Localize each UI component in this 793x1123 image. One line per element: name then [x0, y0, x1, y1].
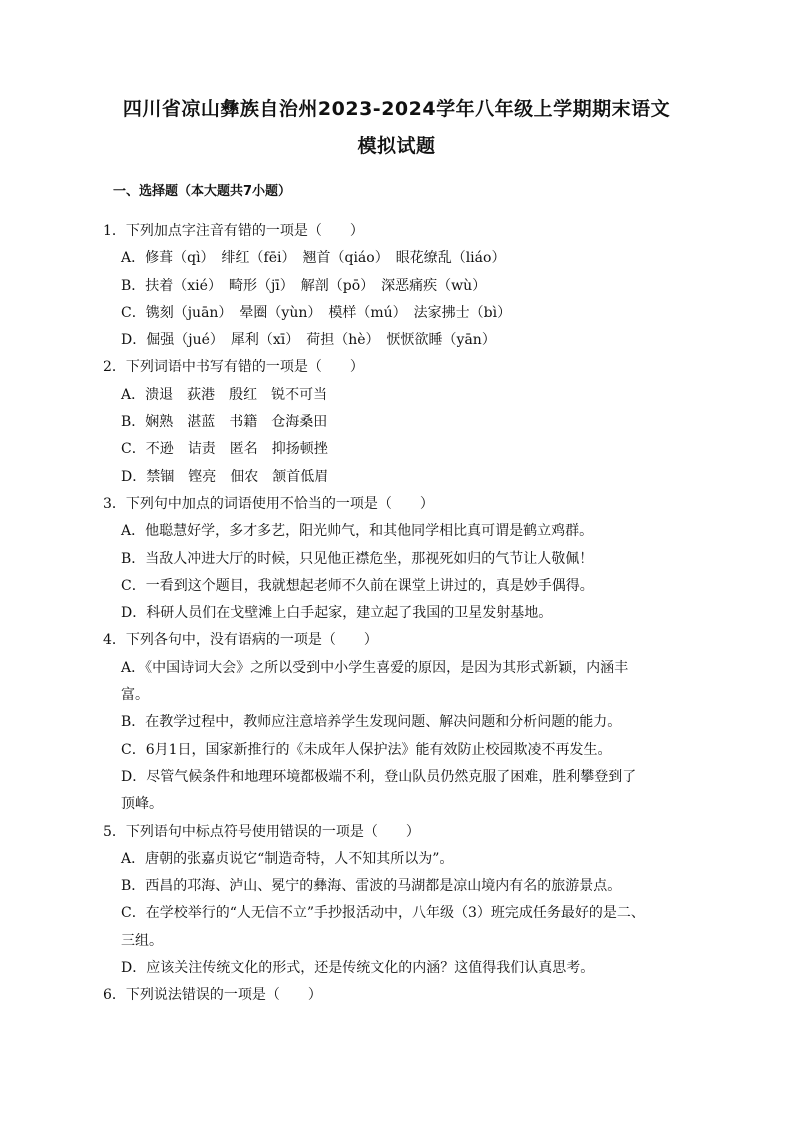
answer-option: A．溃退 荻港 殷红 锐不可当: [121, 386, 328, 403]
answer-option: B．扶着（xié） 畸形（jī） 解剖（pō） 深恶痛疾（wù）: [121, 277, 487, 294]
question-stem: 5．下列语句中标点符号使用错误的一项是（ ）: [103, 823, 420, 840]
answer-option: C．一看到这个题目，我就想起老师不久前在课堂上讲过的，真是妙手偶得。: [121, 577, 594, 594]
answer-option: D．倔强（jué） 犀利（xī） 荷担（hè） 恹恹欲睡（yān）: [121, 332, 496, 349]
answer-option: D．禁锢 铿亮 佃农 颔首低眉: [121, 468, 329, 485]
answer-option: A．唐朝的张嘉贞说它“制造奇特，人不知其所以为”。: [121, 850, 454, 867]
answer-option: B．娴熟 湛蓝 书籍 仓海桑田: [121, 414, 328, 431]
option-continuation: 富。: [121, 687, 149, 704]
option-continuation: 顶峰。: [121, 796, 163, 813]
question-stem: 6．下列说法错误的一项是（ ）: [103, 987, 322, 1004]
answer-option: B．当敌人冲进大厅的时候，只见他正襟危坐，那视死如归的气节让人敬佩！: [121, 550, 594, 567]
answer-option: C．在学校举行的“人无信不立”手抄报活动中，八年级（3）班完成任务最好的是二、: [121, 905, 645, 922]
answer-option: C．不逊 诘责 匿名 抑扬顿挫: [121, 441, 328, 458]
section-heading: 一、选择题（本大题共7小题）: [113, 184, 292, 199]
answer-option: B．西昌的邛海、泸山、冕宁的彝海、雷波的马湖都是凉山境内有名的旅游景点。: [121, 878, 622, 895]
answer-option: A．《中国诗词大会》之所以受到中小学生喜爱的原因，是因为其形式新颖，内涵丰: [121, 659, 629, 676]
question-stem: 4．下列各句中，没有语病的一项是（ ）: [103, 632, 378, 649]
answer-option: C．镌刻（juān） 晕圈（yùn） 模样（mú） 法家拂士（bì）: [121, 304, 512, 321]
question-stem: 2．下列词语中书写有错的一项是（ ）: [103, 359, 364, 376]
answer-option: C．6月1日，国家新推行的《未成年人保护法》能有效防止校园欺凌不再发生。: [121, 741, 612, 758]
answer-option: D．尽管气候条件和地理环境都极端不利，登山队员仍然克服了困难，胜利攀登到了: [121, 768, 637, 785]
answer-option: A．修葺（qì） 绯红（fēi） 翘首（qiáo） 眼花缭乱（liáo）: [121, 250, 506, 267]
document-subtitle: 模拟试题: [357, 135, 436, 157]
option-continuation: 三组。: [121, 932, 163, 949]
answer-option: D．应该关注传统文化的形式，还是传统文化的内涵？这值得我们认真思考。: [121, 960, 595, 977]
question-stem: 1．下列加点字注音有错的一项是（ ）: [103, 223, 364, 239]
question-stem: 3．下列句中加点的词语使用不恰当的一项是（ ）: [103, 495, 434, 512]
answer-option: D．科研人员们在戈壁滩上白手起家，建立起了我国的卫星发射基地。: [121, 605, 553, 622]
answer-option: B．在教学过程中，教师应注意培养学生发现问题、解决问题和分析问题的能力。: [121, 714, 622, 731]
answer-option: A．他聪慧好学，多才多艺，阳光帅气，和其他同学相比真可谓是鹤立鸡群。: [121, 523, 594, 540]
document-title: 四川省凉山彝族自治州2023-2024学年八年级上学期期末语文: [122, 98, 671, 120]
question-list: [103, 218, 683, 1010]
